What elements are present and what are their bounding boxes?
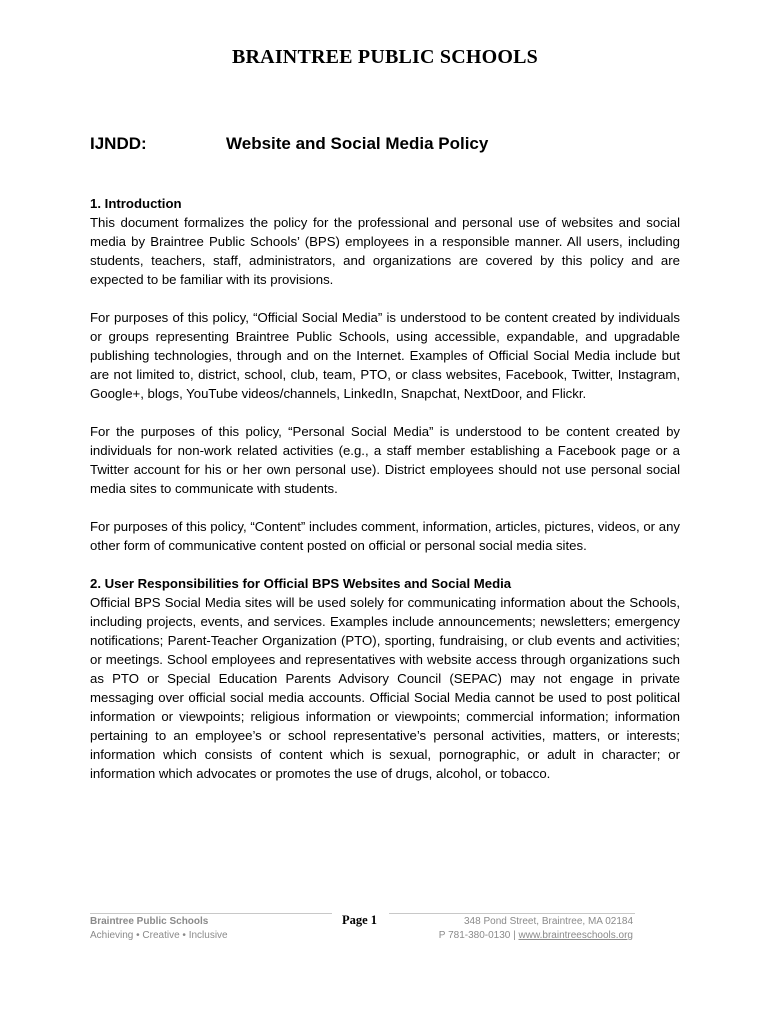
- section-heading-introduction: 1. Introduction: [90, 196, 182, 211]
- page-number: Page 1: [342, 913, 378, 927]
- footer-divider-right: [389, 913, 635, 914]
- footer-divider-left: [90, 913, 332, 914]
- footer-contact: [439, 930, 633, 941]
- intro-paragraph: This document formalizes the policy for the professional and personal use of websites and social media by Braintree Public Schools’ (BPS) employees in a responsible manner. All users, including students, teachers, staff, administrators, and organizations are covered by this policy and are expected to be familiar with its provisions.: [90, 215, 680, 287]
- document-body: [90, 194, 680, 783]
- policy-code: IJNDD:: [90, 134, 147, 153]
- section-heading-user-responsibilities: 2. User Responsibilities for Official BPS Websites and Social Media: [90, 576, 512, 591]
- page-title: BRAINTREE PUBLIC SCHOOLS: [232, 46, 538, 68]
- official-social-media-paragraph: For purposes of this policy, “Official Social Media” is understood to be content created by individuals or groups representing Braintree Public Schools, using accessible, expandable, and upgradable publishing technologies, through and on the Internet. Examples of Official Social Media include but are not limited to, district, school, club, team, PTO, or class websites, Facebook, Twitter, Instagram, Google+, blogs, YouTube videos/channels, LinkedIn, Snapchat, NextDoor, and Flickr.: [90, 310, 680, 401]
- website-link[interactable]: www.braintreeschools.org: [518, 930, 633, 941]
- footer-phone: P 781-380-0130 |: [438, 930, 516, 941]
- content-definition-paragraph: For purposes of this policy, “Content” includes comment, information, articles, pictures, videos, or any other form of communicative content posted on official or personal social media sites.: [90, 519, 680, 553]
- policy-name: Website and Social Media Policy: [226, 134, 489, 153]
- policy-header: [90, 134, 690, 156]
- page-footer: [90, 907, 635, 947]
- personal-social-media-paragraph: For the purposes of this policy, “Personal Social Media” is understood to be content created by individuals for non-work related activities (e.g., a staff member establishing a Facebook page or a Twitter account for his or her own personal use). District employees should not use personal social media sites to communicate with students.: [90, 424, 680, 496]
- user-responsibilities-paragraph: Official BPS Social Media sites will be used solely for communicating information about the Schools, including projects, events, and services. Examples include announcements; newsletters; emergency notifications; Parent-Teacher Organization (PTO), sporting, fundraising, or club events and activities; or meetings. School employees and representatives with website access through organizations such as PTO or Special Education Parents Advisory Council (SEPAC) may not engage in private messaging over official social media accounts. Official Social Media cannot be used to post political information or viewpoints; religious information or viewpoints; commercial information; information pertaining to an employee’s or school representative’s personal activities, matters, or interests; information which consists of content which is sexual, pornographic, or adult in character; or information which advocates or promotes the use of drugs, alcohol, or tobacco.: [90, 595, 680, 781]
- footer-address: 348 Pond Street, Braintree, MA 02184: [464, 916, 633, 927]
- footer-org-name: Braintree Public Schools: [90, 916, 209, 927]
- footer-motto: Achieving • Creative • Inclusive: [90, 930, 228, 941]
